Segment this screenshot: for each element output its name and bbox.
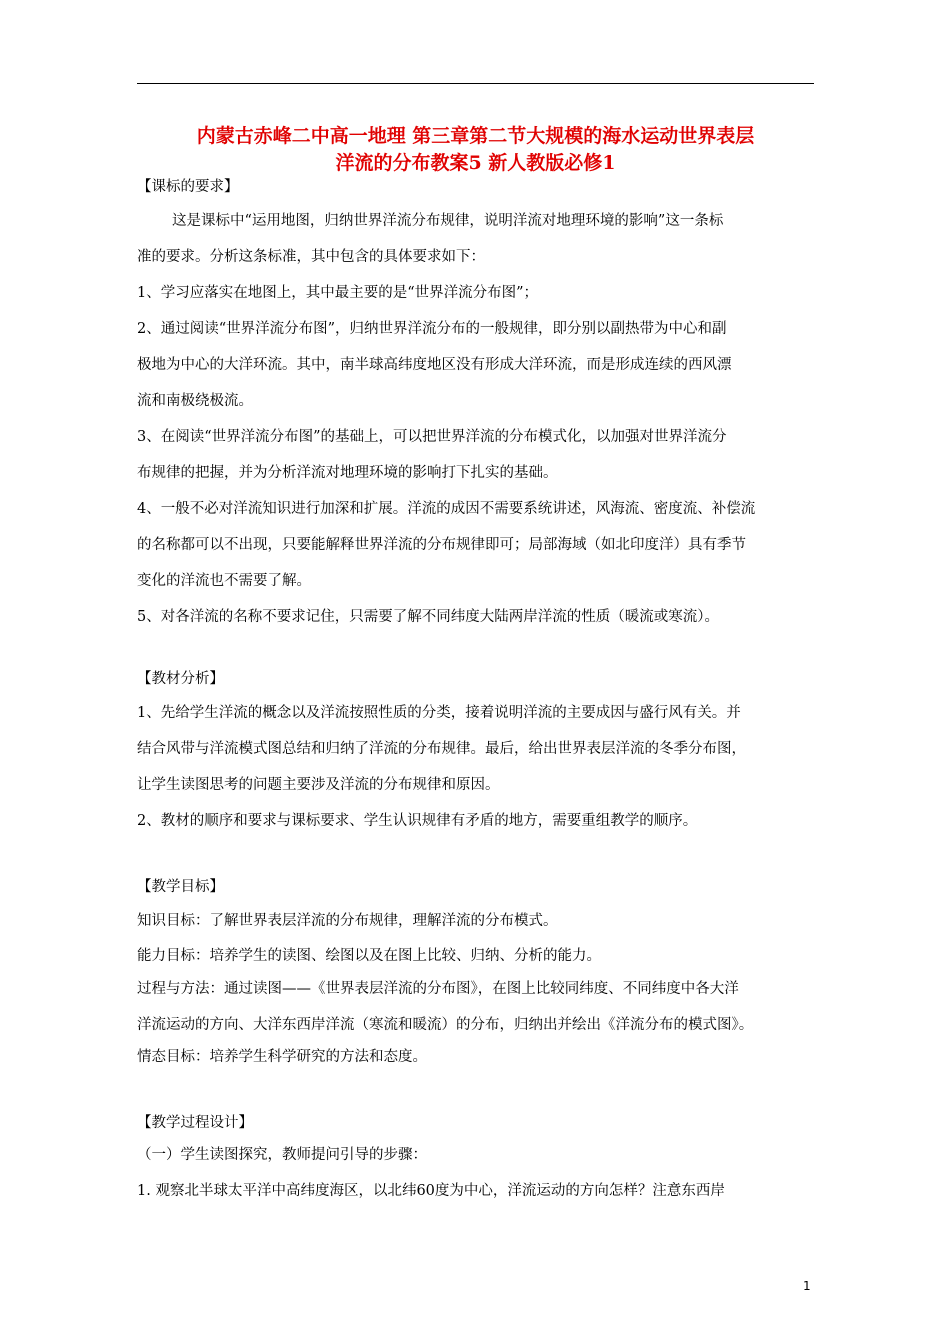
paragraph-line: 流和南极绕极流。 — [137, 393, 253, 409]
paragraph-line: 的名称都可以不出现，只要能解释世界洋流的分布规律即可；局部海域（如北印度洋）具有季节 — [137, 537, 746, 553]
paragraph-line: 能力目标：培养学生的读图、绘图以及在图上比较、归纳、分析的能力。 — [137, 948, 601, 964]
list-item: 1. 观察北半球太平洋中高纬度海区，以北纬60度为中心，洋流运动的方向怎样？注意东西岸 — [137, 1183, 725, 1199]
list-item: 1、先给学生洋流的概念以及洋流按照性质的分类，接着说明洋流的主要成因与盛行风有关。并 — [137, 705, 741, 721]
list-item: 2、通过阅读“世界洋流分布图”，归纳世界洋流分布的一般规律，即分别以副热带为中心和副 — [137, 321, 727, 337]
paragraph-line: 过程与方法：通过读图——《世界表层洋流的分布图》，在图上比较同纬度、不同纬度中各大洋 — [137, 981, 739, 997]
document-title-line-1: 内蒙古赤峰二中高一地理 第三章第二节大规模的海水运动世界表层 — [196, 125, 755, 147]
document-title-line-2: 洋流的分布教案5 新人教版必修1 — [335, 152, 616, 174]
paragraph-line: 情态目标：培养学生科学研究的方法和态度。 — [137, 1049, 427, 1065]
section-heading-textbook-analysis: 【教材分析】 — [137, 671, 224, 687]
list-item: 2、教材的顺序和要求与课标要求、学生认识规律有矛盾的地方，需要重组教学的顺序。 — [137, 813, 698, 829]
list-item: 4、一般不必对洋流知识进行加深和扩展。洋流的成因不需要系统讲述，风海流、密度流、补偿流 — [137, 501, 756, 517]
list-item: 1、学习应落实在地图上，其中最主要的是“世界洋流分布图”； — [137, 285, 539, 301]
paragraph-line: 知识目标：了解世界表层洋流的分布规律，理解洋流的分布模式。 — [137, 913, 558, 929]
section-heading-teaching-goals: 【教学目标】 — [137, 879, 224, 895]
paragraph-line: 布规律的把握，并为分析洋流对地理环境的影响打下扎实的基础。 — [137, 465, 558, 481]
paragraph-line: 极地为中心的大洋环流。其中，南半球高纬度地区没有形成大洋环流，而是形成连续的西风漂 — [137, 357, 732, 373]
paragraph-line: 这是课标中“运用地图，归纳世界洋流分布规律，说明洋流对地理环境的影响”这一条标 — [172, 213, 724, 229]
page-number: 1 — [803, 1279, 811, 1293]
paragraph-line: （一）学生读图探究，教师提问引导的步骤： — [137, 1147, 427, 1163]
list-item: 5、对各洋流的名称不要求记住，只需要了解不同纬度大陆两岸洋流的性质（暖流或寒流）。 — [137, 609, 719, 625]
paragraph-line: 变化的洋流也不需要了解。 — [137, 573, 311, 589]
paragraph-line: 准的要求。分析这条标准，其中包含的具体要求如下： — [137, 249, 485, 265]
paragraph-line: 让学生读图思考的问题主要涉及洋流的分布规律和原因。 — [137, 777, 500, 793]
paragraph-line: 结合风带与洋流模式图总结和归纳了洋流的分布规律。最后，给出世界表层洋流的冬季分布图， — [137, 741, 746, 757]
section-heading-standards: 【课标的要求】 — [137, 179, 239, 195]
list-item: 3、在阅读“世界洋流分布图”的基础上，可以把世界洋流的分布模式化，以加强对世界洋流分 — [137, 429, 727, 445]
section-heading-process-design: 【教学过程设计】 — [137, 1115, 253, 1131]
paragraph-line: 洋流运动的方向、大洋东西岸洋流（寒流和暖流）的分布，归纳出并绘出《洋流分布的模式图》。 — [137, 1017, 754, 1033]
header-rule — [137, 83, 814, 84]
